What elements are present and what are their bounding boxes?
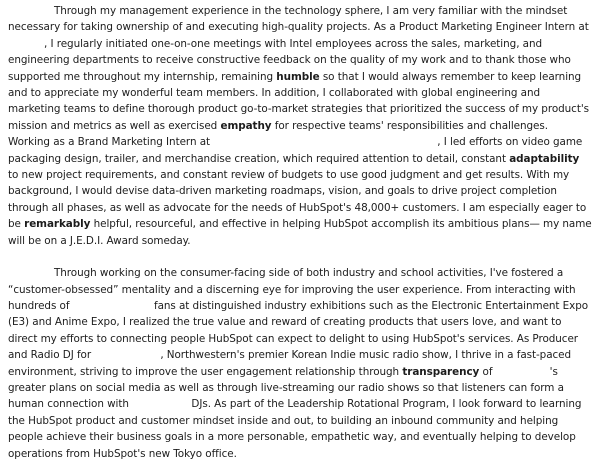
text-run: so that I would always remember to keep learning and to appreciate my wonderful team members. In addition, I collaborated with global engineering and marketing teams to define thorough product go-to-market strategies that prioritized the success of my product's mission and metrics as well as exercised [8,70,589,132]
keyword-adaptability: adaptability [509,152,580,165]
text-run: Through my management experience in the technology sphere, I am very familiar with the mindset necessary for taking ownership of and executing high-quality projects. As a Product Marketing Engineer Intern at [8,5,589,34]
text-run: fans at distinguished industry exhibitions such as the Electronic Entertainment Expo (E3) and Anime Expo, I realized the true value and reward of creating products that users love, and want to direct my efforts to connecting people HubSpot can expect to delight to using HubSpot's services. As Producer and Radio DJ for [8,299,589,362]
paragraph-customer-obsessed [8,265,592,462]
paragraph-management-experience [8,3,592,249]
text-run: helpful, resourceful, and effective in helping HubSpot accomplish its ambitious plans— my name will be on a J.E.D.I. Award someday. [8,218,592,247]
keyword-transparency: transparency [402,365,480,378]
keyword-humble: humble [276,70,320,83]
keyword-empathy: empathy [220,119,272,132]
text-run: , I regularly initiated one-on-one meetings with Intel employees across the sales, marketing, and engineering departments to receive constructive feedback on the quality of my work and to thank those who supported me throughout my internship, remaining [8,37,571,83]
keyword-remarkably: remarkably [24,218,91,231]
text-run: DJs. As part of the Leadership Rotational Program, I look forward to learning the HubSpot product and customer mindset inside and out, to building an inbound community and helping people achieve their business goals in a more personable, empathetic way, and eventually helping to develop operations from HubSpot's new Tokyo office. [8,398,582,460]
text-run: of [482,365,493,378]
text-run: to new project requirements, and constant review of budgets to use good judgment and get results. With my background, I would devise data-driven marketing roadmaps, vision, and goals to drive project completion through all phases, as well as advocate for the needs of HubSpot's 48,000+ customers. I am especially eager to be [8,169,587,231]
text-run: , I led efforts on video game packaging design, trailer, and merchandise creation, which required attention to detail, constant [8,136,583,165]
text-run: for respective teams' responsibilities and challenges. Working as a Brand Marketing Intern at [8,119,548,149]
text-run: , Northwestern's premier Korean Indie music radio show, I thrive in a fast-paced environment, striving to improve the user engagement relationship through [8,349,572,378]
redacted-show-name [94,348,160,358]
redacted-show-name [132,397,188,407]
redacted-show-name [496,365,550,375]
redacted-company-name [73,299,151,309]
text-run: Through working on the consumer-facing side of both industry and school activities, I've fostered a “customer-obsessed” mentality and a discerning eye for improving the user experience. From interacting with hundreds of [8,267,576,312]
redacted-company-name [8,37,44,47]
redacted-company-name [213,135,437,145]
text-run: 's greater plans on social media as well as through live-streaming our radio shows so that listeners can form a human connection with [8,365,564,411]
